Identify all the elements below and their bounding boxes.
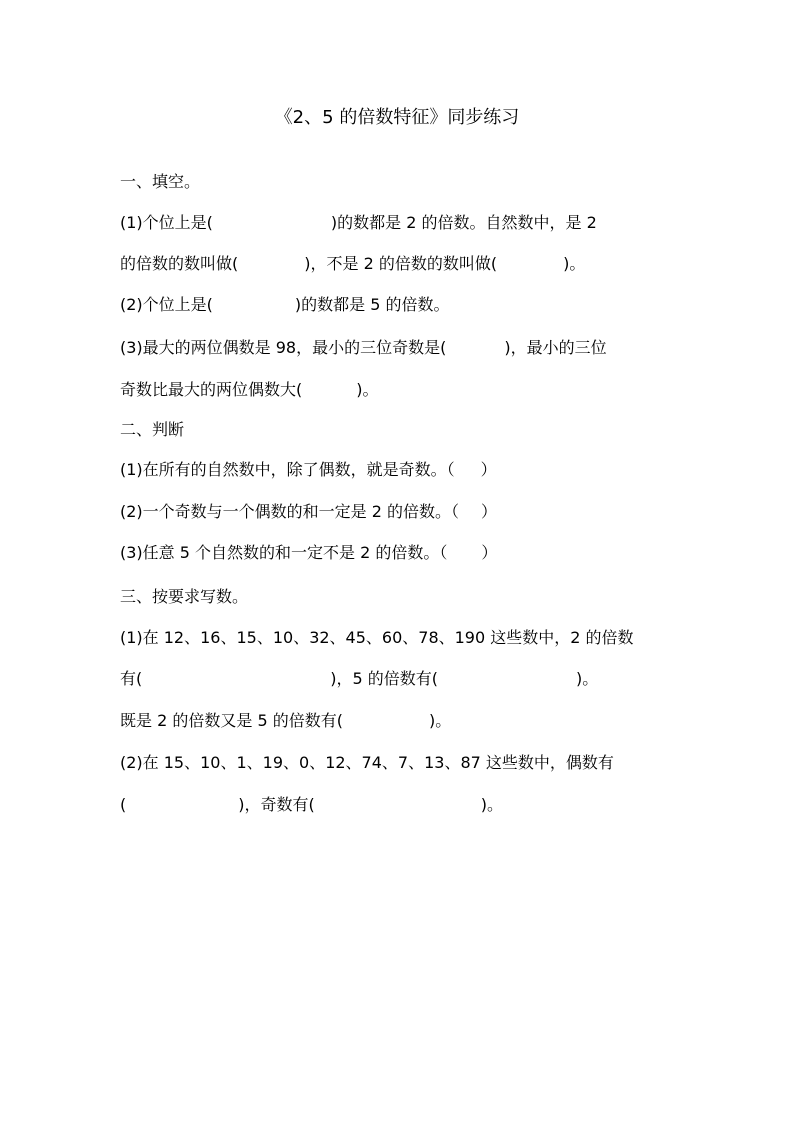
question-1-2	[120, 293, 450, 317]
text: 的倍数的数叫做(	[120, 254, 239, 273]
text: (2)一个奇数与一个偶数的和一定是 2 的倍数。（	[120, 502, 460, 521]
section-1-heading: 一、填空。	[120, 172, 201, 191]
text: )的数都是 2 的倍数。自然数中，是 2	[330, 213, 597, 232]
question-2-2	[120, 500, 497, 524]
text: (2)个位上是(	[120, 295, 213, 314]
question-3-2-line-2	[120, 793, 503, 817]
question-2-1	[120, 458, 497, 482]
text: (3)任意 5 个自然数的和一定不是 2 的倍数。（	[120, 543, 448, 562]
section-3-heading: 三、按要求写数。	[120, 587, 249, 606]
question-1-1-line-2	[120, 252, 585, 276]
question-3-2-line-1: (2)在 15、10、1、19、0、12、74、7、13、87 这些数中，偶数有	[120, 753, 614, 772]
section-2-heading: 二、判断	[120, 420, 185, 439]
text: )。	[428, 711, 452, 730]
text: (	[120, 795, 127, 814]
question-1-1-line-1	[120, 211, 597, 235]
question-2-3	[120, 541, 497, 565]
text: )。	[576, 669, 599, 688]
text: 既是 2 的倍数又是 5 的倍数有(	[120, 711, 343, 730]
text: )的数都是 5 的倍数。	[294, 295, 450, 314]
text: )。	[480, 795, 503, 814]
text: )。	[356, 380, 379, 399]
text: 有(	[120, 669, 143, 688]
question-3-1-line-1: (1)在 12、16、15、10、32、45、60、78、190 这些数中，2 的倍数	[120, 628, 634, 647]
question-3-1-line-2	[120, 667, 598, 691]
text: ）	[481, 502, 498, 521]
text: )，5 的倍数有(	[330, 669, 439, 688]
text: )，奇数有(	[238, 795, 315, 814]
text: )，最小的三位	[504, 338, 607, 357]
text: 奇数比最大的两位偶数大(	[120, 380, 303, 399]
page-title: 《2、5 的倍数特征》同步练习	[274, 107, 520, 128]
question-3-1-line-3	[120, 709, 451, 733]
text: (3)最大的两位偶数是 98，最小的三位奇数是(	[120, 338, 447, 357]
question-1-3-line-2	[120, 378, 379, 402]
text: (1)在所有的自然数中，除了偶数，就是奇数。（	[120, 460, 455, 479]
text: ）	[481, 543, 498, 562]
question-1-3-line-1	[120, 336, 607, 360]
text: (1)个位上是(	[120, 213, 213, 232]
text: )，不是 2 的倍数的数叫做(	[304, 254, 498, 273]
text: ）	[480, 460, 497, 479]
text: )。	[563, 254, 586, 273]
